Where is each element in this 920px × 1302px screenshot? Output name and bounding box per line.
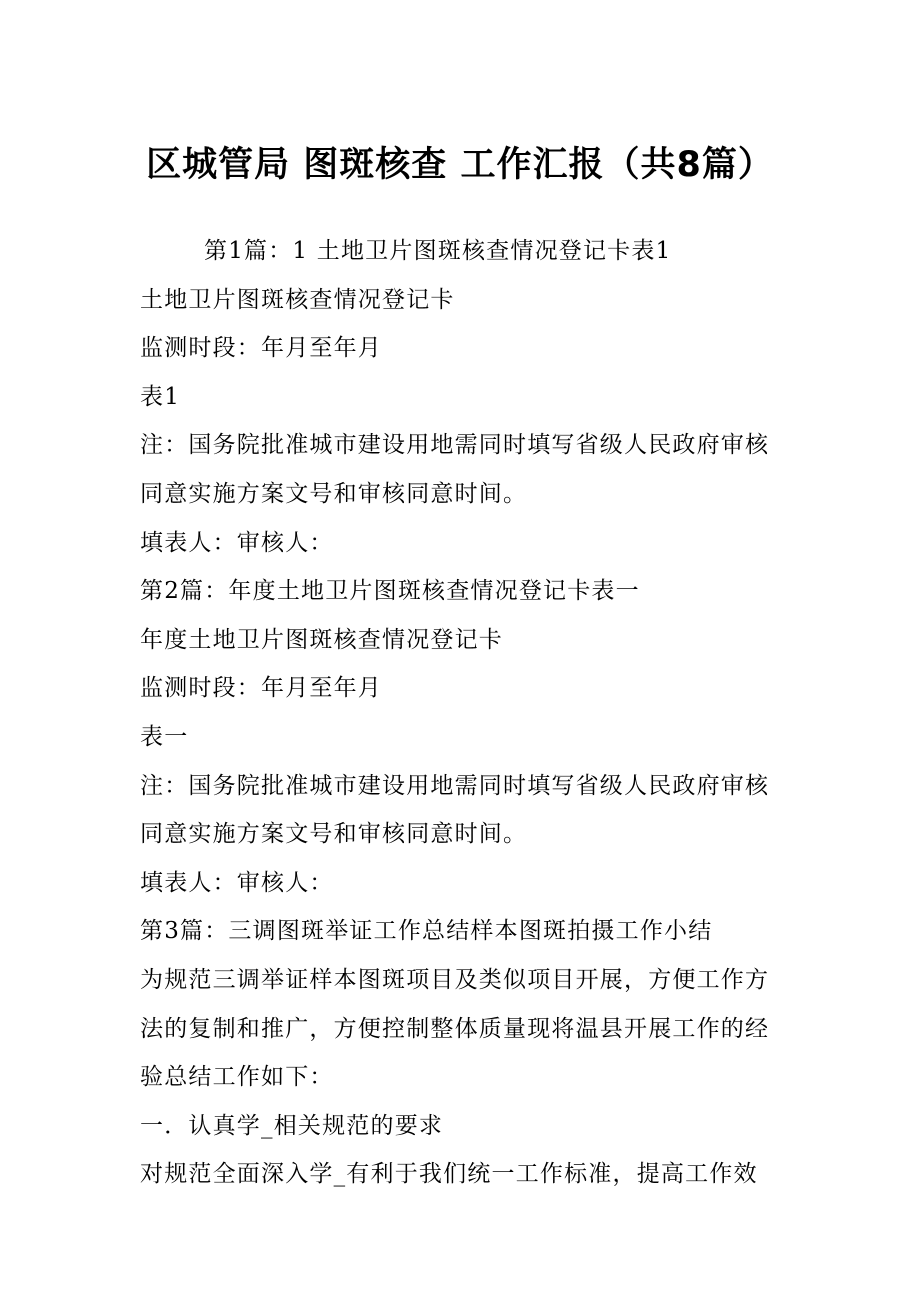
paragraph-line: 对规范全面深入学_有利于我们统一工作标准，提高工作效 [140,1161,758,1188]
paragraph-line: 土地卫片图斑核查情况登记卡 [140,286,455,313]
paragraph-line: 同意实施方案文号和审核同意时间。 [140,821,528,848]
document-body [140,227,790,1199]
section-1-heading: 第1篇：1 土地卫片图斑核查情况登记卡表1 [204,238,672,264]
paragraph-line: 监测时段：年月至年月 [140,335,382,362]
document-title: 区城管局 图斑核查 工作汇报（共8篇） [146,145,774,185]
paragraph-line: 同意实施方案文号和审核同意时间。 [140,480,528,507]
paragraph-line: 表1 [140,383,181,410]
section-2-heading: 第2篇：年度土地卫片图斑核查情况登记卡表一 [140,578,640,605]
paragraph-line: 法的复制和推广，方便控制整体质量现将温县开展工作的经 [140,1015,770,1042]
paragraph-line: 监测时段：年月至年月 [140,675,382,702]
paragraph-line: 为规范三调举证样本图斑项目及类似项目开展，方便工作方 [140,966,770,993]
paragraph-line: 一．认真学_相关规范的要求 [140,1112,444,1139]
paragraph-line: 表一 [140,723,189,750]
paragraph-line: 年度土地卫片图斑核查情况登记卡 [140,626,503,653]
paragraph-line: 填表人：审核人： [140,529,334,556]
paragraph-line: 验总结工作如下： [140,1064,334,1091]
paragraph-line: 注：国务院批准城市建设用地需同时填写省级人民政府审核 [140,432,770,459]
paragraph-line: 填表人：审核人： [140,869,334,896]
paragraph-line: 注：国务院批准城市建设用地需同时填写省级人民政府审核 [140,772,770,799]
section-3-heading: 第3篇：三调图斑举证工作总结样本图斑拍摄工作小结 [140,918,713,945]
